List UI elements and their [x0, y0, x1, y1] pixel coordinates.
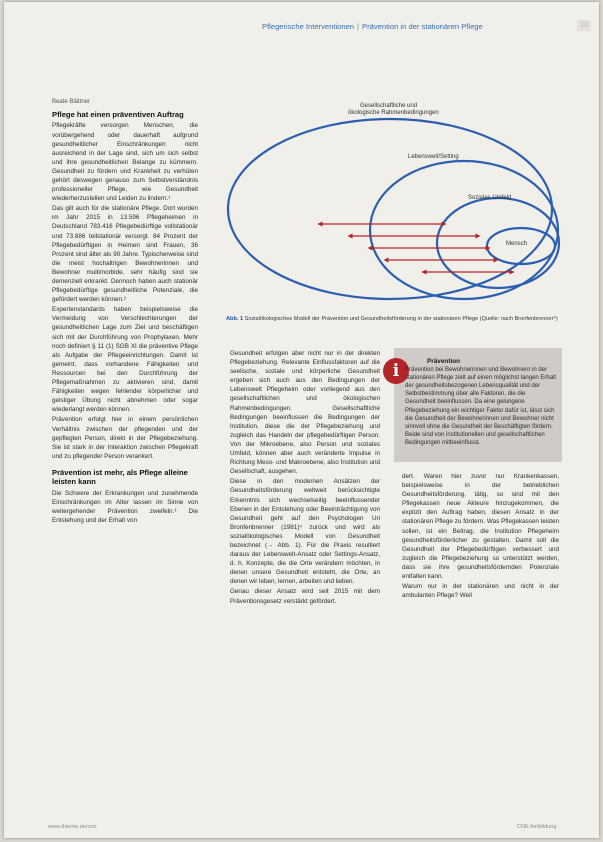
paragraph: Prävention erfolgt hier in einem persönlichen Verhältnis zwischen der pflegenden und der gepflegten Person, direkt in der Pflegebeziehung. Sie ist stark in der Interaktion zwischen Pflegekraft und zu pflegender Person verankert. — [52, 416, 198, 460]
footer-left: www.thieme.de/cne — [48, 824, 97, 830]
paragraph: Gesundheit erfolgen aber nicht nur in der direkten Pflegebeziehung. Relevante Einflussfaktoren auf die seelische, soziale und körperliche Gesundheit ergeben sich auch aus den Bedingungen der Lebenswelt Pflegeheim oder vorliegend aus den gesellschaftlichen und ökologischen Rahmenbedingungen. Gesellschaftliche Bedingungen beeinflussen die Bedingungen der Institution, diese die der Pflegebeziehung und zugleich das Handeln der pflegebedürftigen Person. Von der Mikroebene, also Person und soziales Umfeld, können aber auch veränderte Impulse in Richtung Meso- und Makroebene, also Institution und Gesellschaft, ausgehen. — [230, 350, 380, 476]
setting-ellipse — [370, 161, 558, 299]
header-separator: | — [357, 22, 360, 31]
middle-column — [230, 349, 380, 607]
paragraph: Die Schwere der Erkrankungen und zunehmende Einschränkungen im Alter lassen im Sinne von weitergehender Prävention zweifeln.³ Die Entstehung und der Erhalt von — [52, 489, 198, 524]
paragraph: Warum nur in der stationären und nicht in der ambulanten Pflege? Weil — [402, 583, 559, 600]
section-heading-1: Pflege hat einen präventiven Auftrag — [52, 110, 184, 119]
page-number: 13 — [577, 20, 591, 31]
info-box — [405, 358, 557, 447]
paragraph: dert. Waren hier zuvor nur Krankenkassen, beispielsweise in der betrieblichen Gesundheitsförderung, tätig, so sind mit den Pflegekassen neue Akteure hinzugekommen, die explizit den Auftrag haben, diesen Ansatz in der stationären Pflege zu fördern. Was Pflegekassen leisten sollen, ist ein Beitrag, die Institution Pflegeheim gesundheitsförderlicher zu gestalten. Damit soll die Gesundheit der Pflegebedürftigen verbessert und zugleich die Pflegebeziehung so unterstützt werden, dass sie ihre gesundheitsfördernden Potenziale entfalten kann. — [402, 473, 559, 581]
caption-label: Abb. 1 — [226, 316, 244, 322]
footer-right: CNE.fortbildung — [517, 824, 557, 830]
paragraph: Das gilt auch für die stationäre Pflege. Dort wurden im Jahr 2015 in 13.596 Pflegeheimen in Deutschland 783.416 Pflegebedürftige vollstationär und 73.886 teilstationär versorgt. 84 Prozent der Pflegebedürftigen in Heimen sind Frauen, 36 Prozent sind älter als 90 Jahre. Typischerweise sind die meist hochaltrigen Bewohnerinnen und Bewohner multimorbide, sehr häufig sind sie demenziell erkrankt. Dennoch haben auch stationär Pflegebedürftige gesundheitliche Potenziale, die gefördert werden können.² — [52, 205, 198, 304]
caption-text: Sozialökologisches Modell der Prävention und Gesundheitsförderung in der stationären Pflege (Quelle: nach Bronfenbrenner⁴) — [244, 316, 558, 322]
right-column — [402, 472, 559, 601]
figure-label-person: Mensch — [506, 241, 528, 247]
paragraph: Expertenstandards haben beispielsweise die Vermeidung von Verschlechterungen der gesundheitlichen Lage zum Ziel und beschäftigen sich mit der Durchführung von Prophylaxen. Mehr noch definiert § 11 (1) SGB XI die präventive Pflege als Aufgabe der Pflegeeinrichtungen. Damit ist gemeint, dass vorhandene Fähigkeiten und Ressourcen bei den Durchführung der Pflegemaßnahmen zu aktivieren sind, damit Fähigkeiten wegen fehlender körperlicher und geistiger Übung nicht abnehmen oder sogar wiederlangt werden können. — [52, 306, 198, 414]
label-gesellschaft-line1 — [348, 103, 439, 116]
paragraph: Diese in den modernen Ansätzen der Gesundheitsförderung weltweit berücksichtigte Erkenntnis sich wechselseitig beeinflussender Ebenen in der Entstehung oder Beeinträchtigung von Gesundheit geht auf den Psychologen Uri Bronfenbrenner (1981)⁴ zurück und wird als sozialökologisches Modell von Gesundheit bezeichnet (→ Abb. 1). Für die Praxis resultiert daraus der Lebenswelt-Ansatz oder Settings-Ansatz, d. h. Konzepte, die die Orte verändern möchten, in denen unsere Gesundheit entsteht, die Orte, an denen wir leben, lernen, arbeiten und lieben. — [230, 478, 380, 586]
info-icon: i — [383, 358, 409, 384]
paragraph: Pflegekräfte versorgen Menschen, die vorübergehend oder dauerhaft aufgrund gesundheitlicher Einschränkungen nicht ausreichend in der Lage sind, sich um sich selbst und ihre gesundheitlichen Belange zu kümmern. Gesundheit zu fördern und Krankheit zu verhüten gehört deswegen genauso zum Selbstverständnis professioneller Pflege, wie Gesundheit wiederherzustellen und Leiden zu lindern.¹ — [52, 122, 198, 203]
running-header — [262, 22, 562, 31]
author-name: Beate Blättner — [52, 99, 91, 105]
section-heading-2: Prävention ist mehr, als Pflege alleine leisten kann — [52, 467, 188, 487]
header-section: Pflegerische Interventionen — [262, 22, 355, 31]
info-box-text: Prävention bei Bewohnerinnen und Bewohnern in der stationären Pflege zielt auf einen möglichst langen Erhalt der gesundheitsbezogenen Lebensqualität und der Selbstbestimmung über alle Faktoren, die die Gesundheit beeinflussen. Da eine gelungene Pflegebeziehung ein wichtiger Faktor dafür ist, lässt sich die Gesundheit der Bewohnerinnen und Bewohner nicht sinnvoll ohne die Gesundheit der Beschäftigten fördern. Beide sind von institutionellen und gesellschaftlichen Bedingungen mitbeeinflusst. — [405, 367, 557, 446]
figure-label-social: Soziales Umfeld — [468, 195, 512, 201]
journal-page — [4, 2, 599, 838]
header-subsection: Prävention in der stationären Pflege — [362, 22, 483, 31]
figure-label-setting: Lebenswelt/Setting — [408, 154, 459, 160]
figure-label-outer-line2: ökologische Rahmenbedingungen — [348, 110, 439, 116]
left-column — [52, 110, 198, 526]
figure-label-outer: Gesellschaftliche und — [360, 103, 418, 109]
paragraph: Genau dieser Ansatz wird seit 2015 mit dem Präventionsgesetz verstärkt gefördert. — [230, 588, 380, 605]
figure-caption — [226, 316, 566, 324]
sozialoekologisches-modell-figure — [220, 98, 566, 310]
info-box-title: Prävention — [427, 358, 461, 365]
